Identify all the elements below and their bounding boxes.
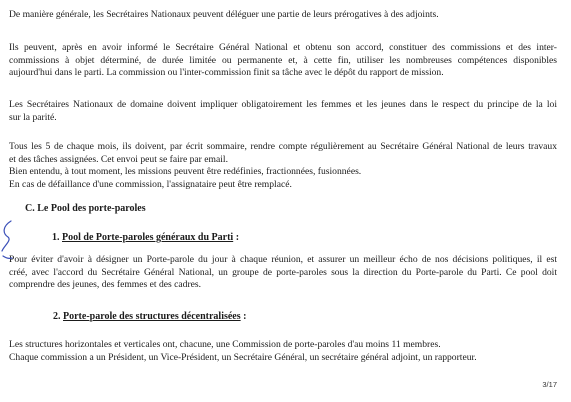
text-line: Chaque commission a un Président, un Vice-Président, un Secrétaire Général, un secrétaire général adjoint, un rapporteur. [9, 351, 477, 363]
paragraph-pool [9, 254, 557, 292]
page-number: 3/17 [542, 380, 557, 389]
text-line: En cas de défaillance d'une commission, l'assignataire peut être remplacé. [9, 178, 292, 190]
subsection-colon: : [233, 232, 240, 243]
paragraph-commissions [9, 42, 557, 80]
subsection-heading-2 [53, 311, 246, 322]
paragraph-reporting [9, 141, 557, 191]
subsection-number: 1. [52, 232, 60, 243]
text-line: et des tâches assignées. Cet envoi peut se faire par email. [9, 153, 228, 165]
text-line: Ils peuvent, après en avoir informé le Secrétaire Général National et obtenu son accord, constituer des commissions et des inter- [9, 42, 557, 53]
text-line: commissions à objet déterminé, de durée limitée ou permanente et, à cette fin, utiliser les nombreuses compétences disponibles [9, 54, 557, 66]
text-line: Tous les 5 de chaque mois, ils doivent, par écrit sommaire, rendre compte régulièrement au Secrétaire Général National de leurs travaux [9, 141, 557, 152]
text-line: Les Secrétaires Nationaux de domaine doivent impliquer obligatoirement les femmes et les jeunes dans le respect du principe de la loi [9, 99, 557, 110]
text-line: comprendre des jeunes, des femmes et des cadres. [9, 279, 202, 291]
text-line: Pour éviter d'avoir à désigner un Porte-parole du jour à chaque réunion, et assurer un meilleur écho de nos décisions politiques, il est [9, 254, 557, 265]
subsection-number: 2. [53, 311, 61, 322]
paragraph-structures [9, 339, 557, 364]
paragraph-delegation [9, 9, 557, 22]
text-line: sur la parité. [9, 111, 57, 123]
section-heading-c: C. Le Pool des porte-paroles [25, 203, 146, 214]
text-line: aujourd'hui dans le parti. La commission ou l'inter-commission finit sa tâche avec le dépôt du rapport de mission. [9, 67, 444, 79]
subsection-heading-1 [52, 232, 239, 243]
subsection-title: Pool de Porte-paroles généraux du Parti [62, 232, 234, 243]
text-line: créé, avec l'accord du Secrétaire Général National, un groupe de porte-paroles sous la direction du Porte-parole du Parti. Ce pool doit [9, 266, 557, 278]
text-line: De manière générale, les Secrétaires Nationaux peuvent déléguer une partie de leurs prérogatives à des adjoints. [9, 9, 439, 20]
paragraph-parity [9, 99, 557, 124]
subsection-colon: : [240, 311, 247, 322]
text-line: Les structures horizontales et verticales ont, chacune, une Commission de porte-paroles d'au moins 11 membres. [9, 339, 441, 350]
text-line: Bien entendu, à tout moment, les missions peuvent être redéfinies, fractionnées, fusionnées. [9, 166, 362, 178]
subsection-title: Porte-parole des structures décentralisées [63, 311, 241, 322]
handwritten-margin-mark-icon [0, 218, 14, 264]
